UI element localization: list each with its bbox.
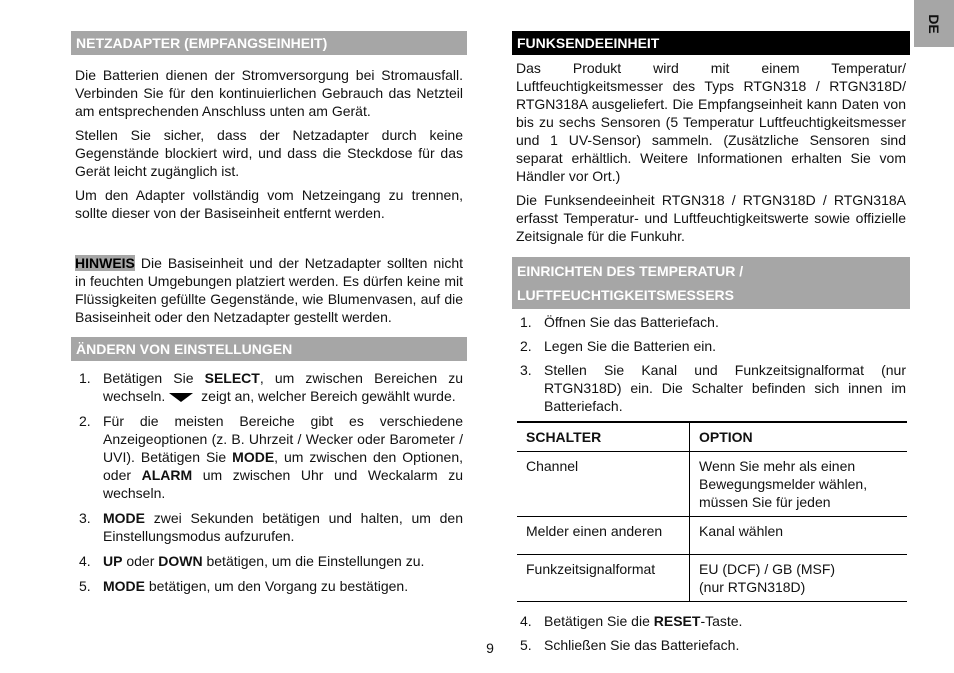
down-arrow-icon [169, 393, 193, 402]
step-text: , um zwischen Bereichen zu wechseln. [103, 370, 464, 404]
step-text: oder [122, 553, 159, 569]
setup-steps-list [512, 313, 910, 415]
step-text: Betätigen Sie die [544, 613, 654, 629]
table-header-row [517, 422, 907, 452]
table-row [517, 517, 907, 555]
step-text: -Taste. [700, 613, 743, 629]
column-header-schalter: SCHALTER [517, 422, 690, 452]
page-number: 9 [486, 640, 494, 656]
setup-steps-list-continued [512, 612, 910, 654]
table-row [517, 452, 907, 517]
paragraph-disconnect: Um den Adapter vollständig vom Netzeingang zu trennen, sollte dieser von der Basiseinheit entfernt werden. [75, 187, 463, 221]
paragraph-batteries: Die Batterien dienen der Stromversorgung bei Stromausfall. Verbinden Sie für den kontinuierlichen Gebrauch das Netzteil am entsprechenden Anschluss unten am Gerät. [75, 67, 463, 119]
list-item [512, 636, 910, 654]
mode-key-label: MODE [103, 578, 145, 594]
select-key-label: SELECT [204, 370, 260, 386]
paragraph-product-description: Das Produkt wird mit einem Temperatur/ Luftfeuchtigkeitsmesser des Typs RTGN318 / RTGN318D/ RTGN318A ausgeliefert. Die Empfangseinheit kann Daten von bis zu sechs Sensoren (5 Temperatur Luftfeuchtigkeitsmesser und 1 UV-Sensor) sammeln. (Zusätzliche Sensoren sind separat erhältlich. Weitere Informationen erhalten Sie vom Händler vor Ort.) [516, 60, 906, 184]
cell-line: (nur RTGN318D) [699, 579, 806, 595]
switch-options-table [517, 421, 907, 602]
left-column [71, 31, 467, 595]
table-cell: Melder einen anderen [517, 517, 690, 555]
table-cell: Channel [517, 452, 690, 517]
table-row [517, 555, 907, 602]
step-text: betätigen, um die Einstellungen zu. [202, 553, 425, 569]
heading-line: LUFTFEUCHTIGKEITSMESSERS [517, 287, 735, 303]
language-tab [914, 0, 954, 47]
step-text: Betätigen Sie [103, 370, 205, 386]
heading-line: EINRICHTEN DES TEMPERATUR / [517, 263, 744, 279]
step-text: Für die meisten Bereiche gibt es verschiedene Anzeigeoptionen (z. B. Uhrzeit / Wecker oder Barometer / UVI). Betätigen Sie [103, 413, 463, 465]
step-text: , um zwischen den Optionen, oder [103, 449, 464, 483]
step-text: Legen Sie die Batterien ein. [544, 338, 717, 354]
list-item [512, 337, 910, 355]
section-heading-einstellungen: ÄNDERN VON EINSTELLUNGEN [71, 337, 467, 361]
step-number: 3. [79, 510, 91, 526]
paragraph-sensor-function: Die Funksendeeinheit RTGN318 / RTGN318D / RTGN318A erfasst Temperatur- und Luftfeuchtigkeitswerte sowie offizielle Zeitsignale für die Funkuhr. [516, 192, 906, 244]
step-text: betätigen, um den Vorgang zu bestätigen. [145, 578, 409, 594]
up-key-label: UP [103, 553, 123, 569]
step-text: zeigt an, welcher Bereich gewählt wurde. [197, 388, 456, 404]
list-item [71, 552, 467, 570]
section-heading-funksendeeinheit: FUNKSENDEEINHEIT [512, 31, 910, 55]
step-number: 1. [520, 314, 532, 330]
section-heading-einrichten [512, 257, 910, 309]
list-item [512, 361, 910, 415]
column-header-option: OPTION [690, 422, 908, 452]
list-item [512, 313, 910, 331]
step-number: 5. [79, 578, 91, 594]
step-number: 5. [520, 637, 532, 653]
step-text: Schließen Sie das Batteriefach. [544, 637, 740, 653]
note-paragraph [71, 254, 467, 326]
step-number: 2. [79, 413, 91, 429]
table-cell: Kanal wählen [690, 517, 908, 555]
step-text: Öffnen Sie das Batteriefach. [544, 314, 719, 330]
list-item [71, 577, 467, 595]
note-text: Die Basiseinheit und der Netzadapter sollten nicht in feuchten Umgebungen platziert werden. Es dürfen keine mit Flüssigkeiten gefüllte Gegenstände, wie Blumenvasen, auf die Basiseinheit oder den Netzadapter gestellt werden. [75, 255, 463, 325]
down-key-label: DOWN [158, 553, 203, 569]
mode-key-label: MODE [103, 510, 145, 526]
table-cell [690, 555, 908, 602]
list-item [71, 412, 467, 502]
mode-key-label: MODE [232, 449, 275, 465]
step-text: Stellen Sie Kanal und Funkzeitsignalformat (nur RTGN318D) ein. Die Schalter befinden sich innen im Batteriefach. [544, 362, 906, 414]
step-number: 1. [79, 370, 91, 386]
step-text: zwei Sekunden betätigen und halten, um den Einstellungsmodus aufzurufen. [103, 510, 463, 544]
table-cell: Funkzeitsignalformat [517, 555, 690, 602]
note-label: HINWEIS [75, 255, 135, 271]
step-number: 2. [520, 338, 532, 354]
table-cell: Wenn Sie mehr als einen Bewegungsmelder wählen, müssen Sie für jeden [690, 452, 908, 517]
step-number: 4. [79, 553, 91, 569]
step-number: 4. [520, 613, 532, 629]
paragraph-adapter-placement: Stellen Sie sicher, dass der Netzadapter durch keine Gegenstände blockiert wird, und dass die Steckdose für das Gerät leicht zugänglich ist. [75, 127, 463, 179]
list-item [71, 369, 467, 405]
right-column [512, 31, 910, 654]
step-number: 3. [520, 362, 532, 378]
reset-key-label: RESET [653, 613, 701, 629]
cell-line: EU (DCF) / GB (MSF) [699, 561, 836, 577]
step-text: um zwischen Uhr und Weckalarm zu wechseln. [103, 467, 463, 501]
settings-steps-list [71, 369, 467, 595]
list-item [71, 509, 467, 545]
alarm-key-label: ALARM [141, 467, 193, 483]
section-heading-netzadapter: NETZADAPTER (EMPFANGSEINHEIT) [71, 31, 467, 55]
list-item [512, 612, 910, 630]
language-tab-label: DE [926, 13, 942, 34]
